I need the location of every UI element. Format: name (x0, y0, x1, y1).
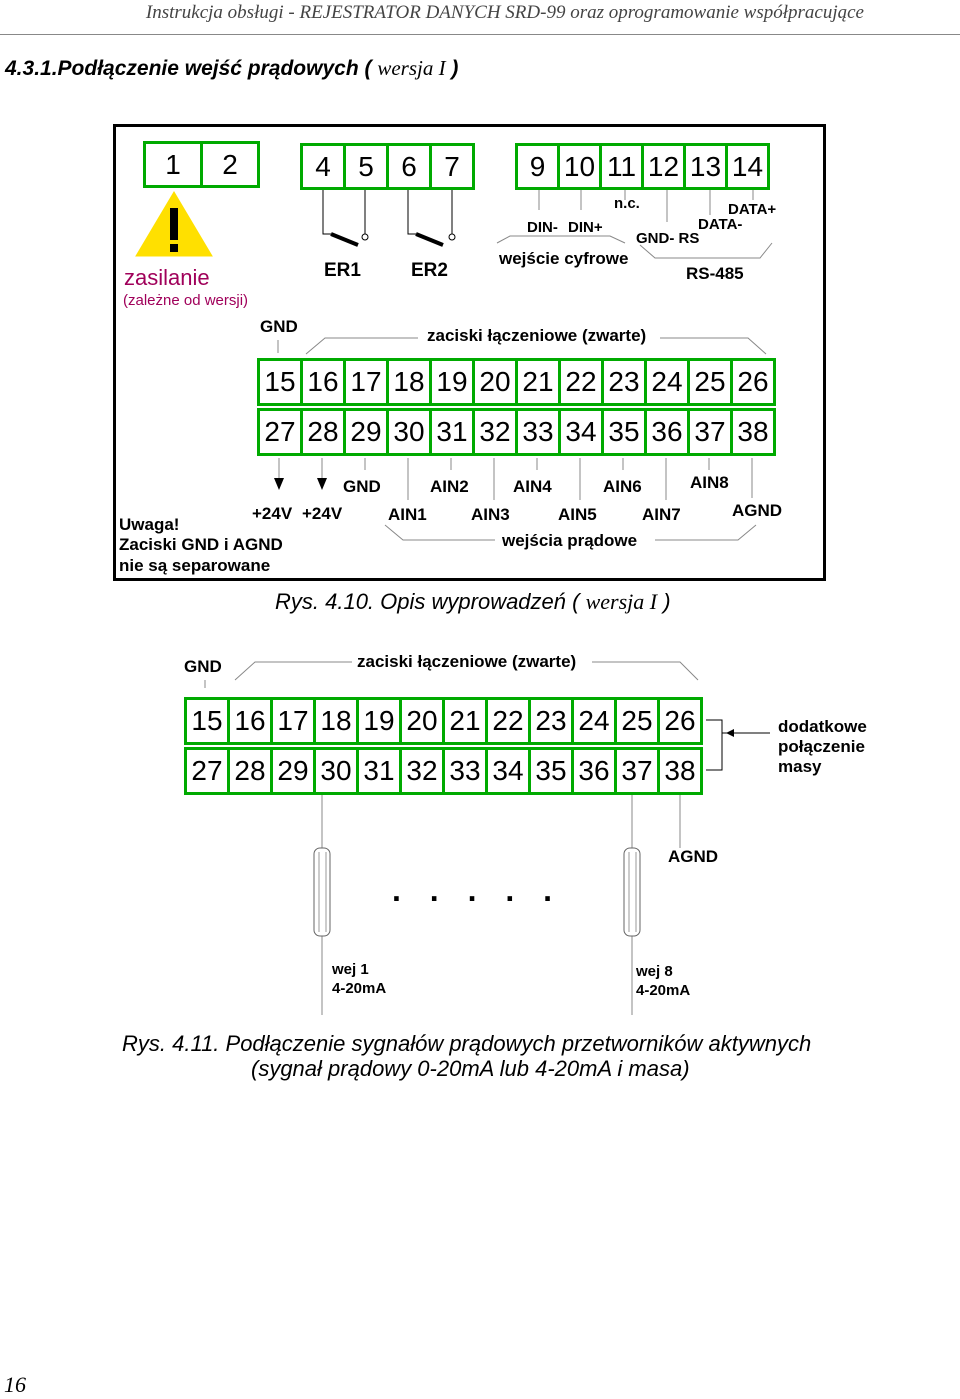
terminal: 12 (644, 146, 683, 187)
label-ain3: AIN3 (471, 505, 510, 524)
terminal: 11 (602, 146, 641, 187)
terminal: 36 (647, 411, 687, 453)
terminal: 30 (389, 411, 429, 453)
terminal: 17 (346, 361, 386, 403)
label-24v-b: +24V (302, 504, 343, 523)
label-ain2: AIN2 (430, 477, 469, 496)
terminal: 32 (402, 750, 442, 792)
fig2-label-agnd: AGND (668, 847, 719, 866)
terminal: 15 (187, 700, 227, 742)
terminal: 14 (728, 146, 767, 187)
label-gnd-top: GND (260, 317, 298, 336)
fig2-label-zaciski: zaciski łączeniowe (zwarte) (357, 652, 577, 671)
terminal: 23 (531, 700, 571, 742)
terminal: 4 (303, 146, 343, 187)
terminal: 5 (346, 146, 386, 187)
label-gnd-bottom: GND (343, 477, 381, 496)
terminal: 29 (273, 750, 313, 792)
terminal: 27 (260, 411, 300, 453)
terminal: 29 (346, 411, 386, 453)
terminal: 26 (733, 361, 773, 403)
terminal: 16 (230, 700, 270, 742)
fig2-label-wej8-range: 4-20mA (636, 982, 691, 999)
terminal: 35 (531, 750, 571, 792)
terminal: 20 (402, 700, 442, 742)
fig2-label-polaczenie: połączenie (778, 737, 865, 756)
figure1-caption: Rys. 4.10. Opis wyprowadzeń ( wersja I ) (275, 589, 671, 614)
terminal: 26 (660, 700, 700, 742)
terminal: 24 (647, 361, 687, 403)
label-din-minus: DIN- (527, 219, 558, 236)
terminal-row-top (257, 358, 776, 406)
label-rs485: RS-485 (686, 264, 744, 283)
terminal: 16 (303, 361, 343, 403)
label-24v-a: +24V (252, 504, 293, 523)
section-title: 4.3.1.Podłączenie wejść prądowych ( wersja I ) (5, 56, 459, 80)
terminal-block-comm (515, 143, 770, 190)
terminal: 13 (686, 146, 725, 187)
terminal: 6 (389, 146, 429, 187)
terminal: 33 (445, 750, 485, 792)
terminal: 28 (303, 411, 343, 453)
terminal: 28 (230, 750, 270, 792)
label-gnd-rs: GND- RS (636, 230, 700, 247)
note-line3: nie są separowane (119, 556, 271, 575)
terminal: 17 (273, 700, 313, 742)
label-ain4: AIN4 (513, 477, 552, 496)
fig2-label-gnd: GND (184, 657, 222, 676)
terminal: 1 (146, 144, 200, 185)
terminal: 19 (432, 361, 472, 403)
terminal: 31 (359, 750, 399, 792)
label-er1: ER1 (324, 260, 361, 281)
label-zalezne: (zależne od wersji) (123, 292, 249, 309)
terminal: 33 (518, 411, 558, 453)
terminal: 31 (432, 411, 472, 453)
terminal: 37 (690, 411, 730, 453)
label-er2: ER2 (411, 260, 448, 281)
label-nc: n.c. (614, 195, 640, 212)
fig2-label-wej1-range: 4-20mA (332, 980, 387, 997)
fig2-label-masy: masy (778, 757, 822, 776)
terminal: 27 (187, 750, 227, 792)
terminal: 23 (604, 361, 644, 403)
terminal: 20 (475, 361, 515, 403)
figure2-caption-line1: Rys. 4.11. Podłączenie sygnałów prądowych przetworników aktywnych (122, 1031, 812, 1056)
label-zasilanie: zasilanie (124, 265, 210, 290)
label-wejscia-pradowe: wejścia prądowe (502, 531, 638, 550)
terminal: 32 (475, 411, 515, 453)
label-data-minus: DATA- (698, 216, 743, 233)
label-din-plus: DIN+ (568, 219, 603, 236)
label-ain6: AIN6 (603, 477, 642, 496)
terminal: 30 (316, 750, 356, 792)
terminal: 35 (604, 411, 644, 453)
note-uwaga: Uwaga! (119, 515, 180, 534)
terminal: 25 (690, 361, 730, 403)
terminal: 19 (359, 700, 399, 742)
header-text: Instrukcja obsługi - REJESTRATOR DANYCH SRD-99 oraz oprogramowanie współpracujące (145, 2, 864, 23)
label-ain5: AIN5 (558, 505, 597, 524)
terminal: 36 (574, 750, 614, 792)
terminal: 22 (488, 700, 528, 742)
fig2-terminal-row-bottom (184, 747, 703, 795)
note-line2: Zaciski GND i AGND (119, 535, 283, 554)
terminal: 7 (432, 146, 472, 187)
fig2-label-dodatkowe: dodatkowe (778, 717, 867, 736)
terminal: 38 (733, 411, 773, 453)
figure2-caption-line2: (sygnał prądowy 0-20mA lub 4-20mA i masa) (251, 1056, 690, 1081)
terminal: 22 (561, 361, 601, 403)
terminal: 10 (560, 146, 599, 187)
label-data-plus: DATA+ (728, 201, 777, 218)
fig2-label-wej8: wej 8 (636, 963, 673, 980)
label-wejscie-cyfrowe: wejście cyfrowe (499, 249, 629, 268)
label-zaciski: zaciski łączeniowe (zwarte) (427, 326, 647, 345)
label-ain1: AIN1 (388, 505, 427, 524)
terminal: 18 (389, 361, 429, 403)
terminal-row-bottom (257, 408, 776, 456)
terminal: 34 (488, 750, 528, 792)
fig2-ellipsis: . . . . . (392, 872, 563, 908)
terminal: 34 (561, 411, 601, 453)
terminal: 38 (660, 750, 700, 792)
fig2-label-wej1: wej 1 (332, 961, 369, 978)
label-agnd: AGND (732, 501, 783, 520)
terminal: 21 (518, 361, 558, 403)
warning-triangle-icon (134, 190, 214, 260)
label-ain7: AIN7 (642, 505, 681, 524)
terminal: 2 (203, 144, 257, 185)
terminal: 24 (574, 700, 614, 742)
terminal-block-power (143, 141, 260, 188)
terminal: 15 (260, 361, 300, 403)
fig2-terminal-row-top (184, 697, 703, 745)
terminal-block-relay (300, 143, 475, 190)
terminal: 18 (316, 700, 356, 742)
terminal: 37 (617, 750, 657, 792)
terminal: 25 (617, 700, 657, 742)
terminal: 21 (445, 700, 485, 742)
page-number: 16 (4, 1372, 26, 1397)
terminal: 9 (518, 146, 557, 187)
label-ain8: AIN8 (690, 473, 729, 492)
